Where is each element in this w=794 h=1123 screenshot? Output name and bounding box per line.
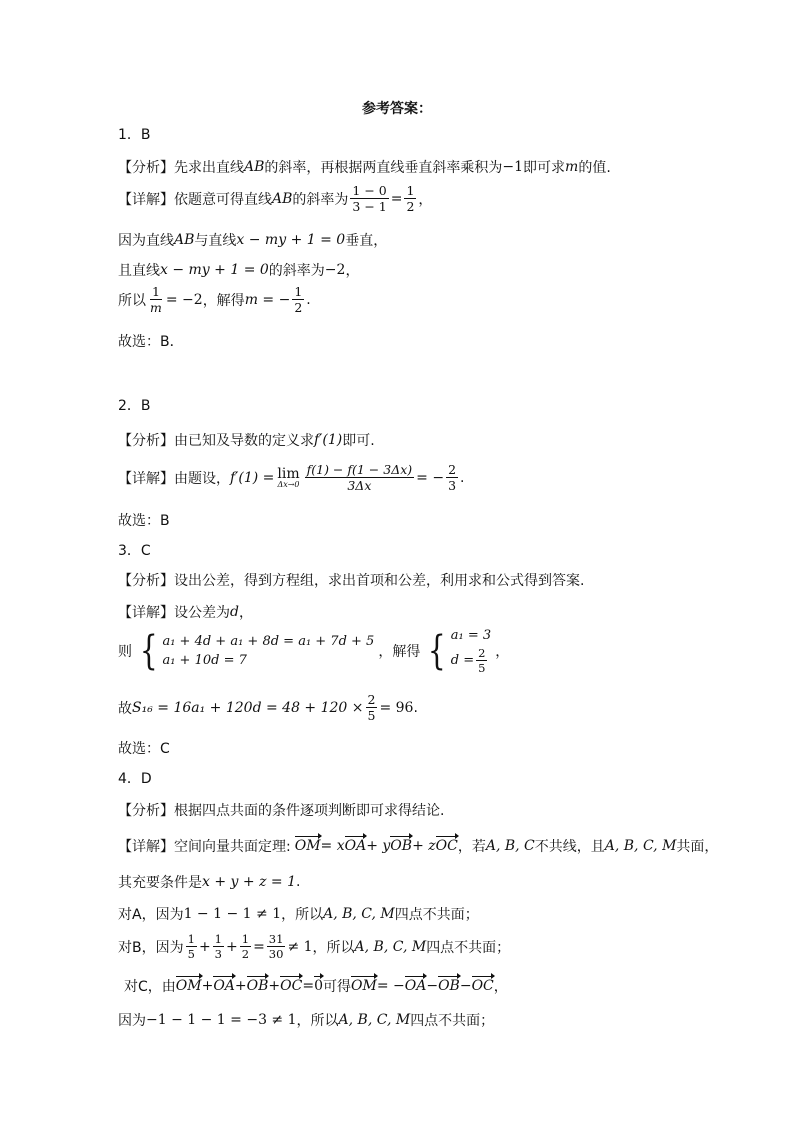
vector-ob: OB (438, 978, 460, 994)
detail-tag: 【详解】 (118, 191, 174, 208)
q4-case-b: 对B，因为 $\frac{1}{5}$ + $\frac{1}{3}$ + $\frac{1}{2}$ = $\frac{31}{30}$ ≠ 1 ，所以 A, B, C, M 四点不共面； (118, 932, 511, 962)
vector-oc: OC (435, 838, 458, 854)
vector-zero: 0 (314, 978, 324, 994)
q1-line5: 所以 $\frac{1}{m}$ = −2 ，解得 m = − $\frac{1}{2}$ . (118, 284, 311, 316)
q3-sum: 故 S₁₆ = 16a₁ + 120d = 48 + 120 × $\frac{2}{5}$ = 96 . (118, 692, 418, 724)
fraction: $\frac{1}{m}$ (150, 284, 162, 316)
q3-system: 则 { a₁ + 4d + a₁ + 8d = a₁ + 7d + 5 a₁ + 10d = 7 ，解得 { a₁ = 3 d = $\frac{2}{5}$ ， (118, 628, 510, 676)
fraction: $\frac{1}{2}$ (241, 932, 250, 962)
fraction: $\frac{31}{30}$ (268, 932, 284, 962)
fraction: $\frac{1}{2}$ (406, 183, 415, 215)
fraction: $\frac{2}{5}$ (367, 692, 376, 724)
q2-conclusion: 故选：B (118, 513, 170, 529)
q4-analysis: 【分析】 根据四点共面的条件逐项判断即可求得结论. (118, 800, 444, 820)
q4-number: 4．D (118, 771, 152, 787)
equation-system: { a₁ + 4d + a₁ + 8d = a₁ + 7d + 5 a₁ + 10d = 7 (139, 628, 375, 675)
detail-tag: 【详解】 (118, 605, 174, 621)
q3-analysis: 【分析】 设出公差，得到方程组，求出首项和公差，利用求和公式得到答案. (118, 570, 584, 590)
q3-conclusion: 故选：C (118, 741, 170, 757)
q2-number: 2．B (118, 398, 151, 414)
solution-system: { a₁ = 3 d = $\frac{2}{5}$ (428, 628, 492, 676)
q2-analysis: 【分析】 由已知及导数的定义求 f′(1) 即可. (118, 432, 375, 449)
vector-om: OM (351, 978, 377, 994)
analysis-tag: 【分析】 (118, 573, 174, 589)
q3-detail: 【详解】 设公差为 d ， (118, 604, 253, 621)
analysis-tag: 【分析】 (118, 433, 174, 449)
fraction: $\frac{1 - 0}{3 - 1}$ (352, 183, 387, 215)
vector-ob: OB (390, 838, 413, 854)
analysis-tag: 【分析】 (118, 160, 174, 176)
page-title: 参考答案： (362, 101, 432, 117)
vector-ob: OB (246, 978, 269, 994)
fraction: $\frac{1}{2}$ (294, 284, 303, 316)
vector-oa: OA (344, 838, 367, 854)
q4-case-c: 对C，由 OM + OA + OB + OC = 0 可得 OM = − OA − OB − OC ， (124, 978, 508, 995)
fraction: $\frac{1}{3}$ (214, 932, 222, 962)
q4-case-a: 对A，因为 1 − 1 − 1 ≠ 1 ，所以 A, B, C, M 四点不共面； (118, 906, 479, 923)
q4-detail: 【详解】 空间向量共面定理: OM = x OA + y OB + z OC ，若 A, B, C 不共线，且 A, B, C, M 共面， (118, 838, 719, 855)
analysis-tag: 【分析】 (118, 803, 174, 819)
q4-condition: 其充要条件是 x + y + z = 1 . (118, 874, 301, 891)
q1-analysis: 【分析】 先求出直线 AB 的斜率，再根据两直线垂直斜率乘积为 −1 即可求 m 的值. (118, 159, 611, 176)
vector-oc: OC (280, 978, 303, 994)
detail-tag: 【详解】 (118, 839, 174, 855)
q1-line3: 因为直线 AB 与直线 x − my + 1 = 0 垂直， (118, 232, 388, 249)
detail-tag: 【详解】 (118, 470, 174, 487)
q1-detail: 【详解】 依题意可得直线 AB 的斜率为 $\frac{1 - 0}{3 - 1}$ = $\frac{1}{2}$ ， (118, 183, 433, 215)
vector-oa: OA (404, 978, 427, 994)
q1-number: 1．B (118, 127, 151, 143)
q1-conclusion: 故选：B． (118, 334, 184, 350)
fraction: $\frac{2}{3}$ (448, 462, 457, 494)
fraction: $\frac{1}{5}$ (187, 932, 195, 962)
q4-case-c2: 因为 −1 − 1 − 1 = −3 ≠ 1 ，所以 A, B, C, M 四点不共面； (118, 1012, 495, 1029)
q3-number: 3．C (118, 543, 151, 559)
fraction: $\frac{2}{5}$ (478, 646, 486, 676)
vector-om: OM (294, 838, 321, 854)
vector-oc: OC (471, 978, 494, 994)
q2-detail: 【详解】 由题设， f′(1) = lim Δx→0 $\frac{f(1) - f(1 - 3\Delta x)}{3\Delta x}$ = − $\frac{2}{3}$ . (118, 462, 465, 494)
vector-om: OM (175, 978, 202, 994)
fraction: $\frac{f(1) - f(1 - 3\Delta x)}{3\Delta x}$ (306, 462, 413, 494)
limit: lim Δx→0 (277, 466, 300, 490)
vector-oa: OA (213, 978, 235, 994)
q1-line4: 且直线 x − my + 1 = 0 的斜率为 −2 ， (118, 262, 360, 279)
